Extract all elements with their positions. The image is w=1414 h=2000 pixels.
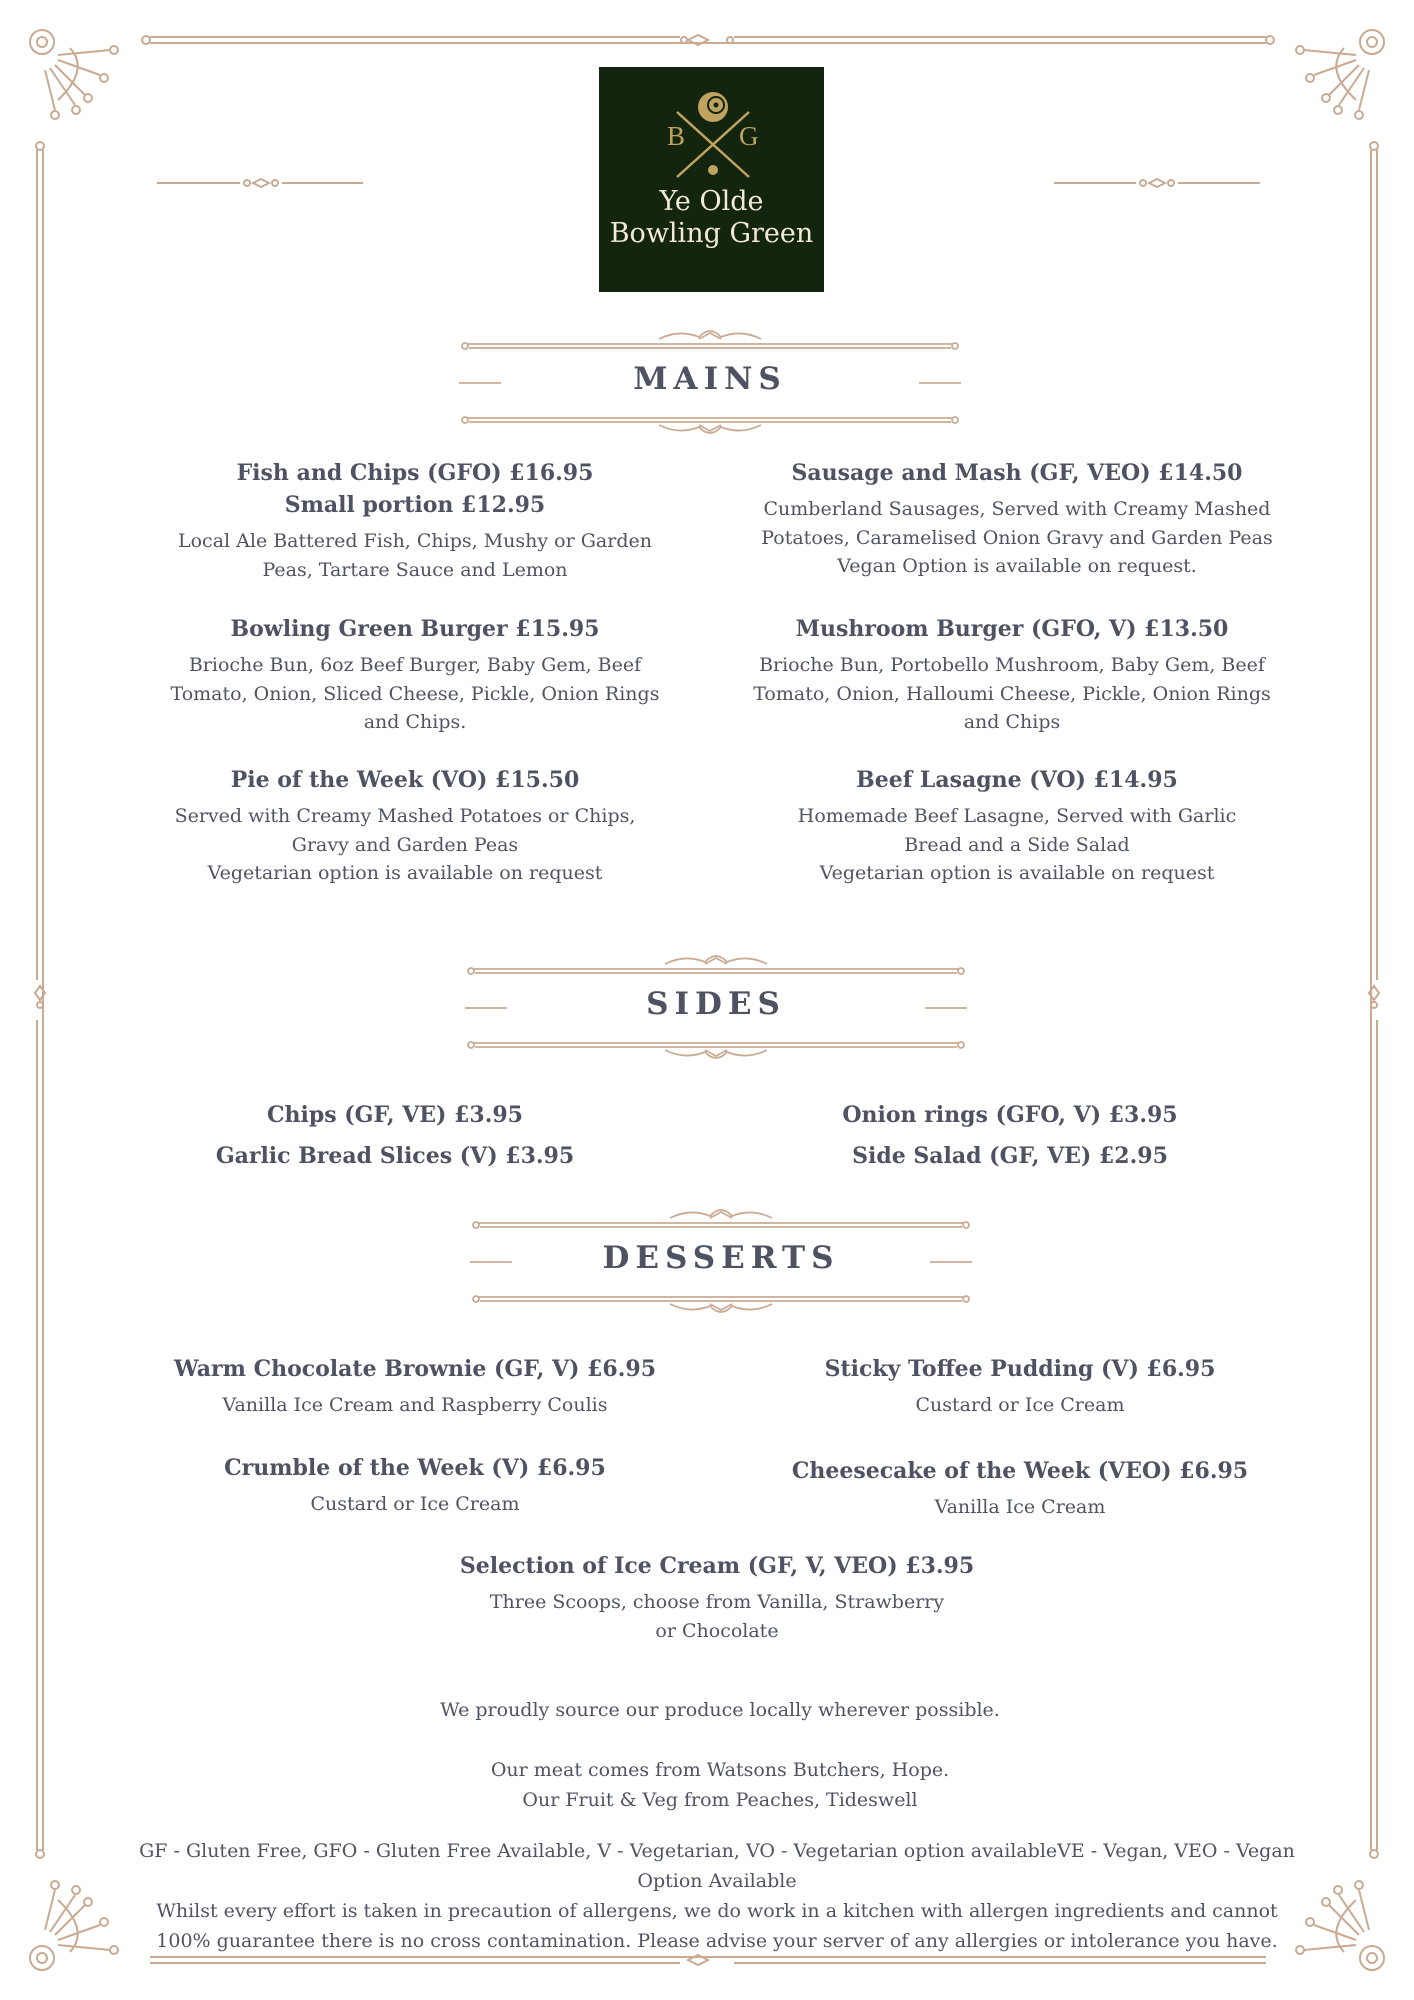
menu-item-crumble-of-the-week: [165, 1452, 665, 1519]
item-description: Vanilla Ice Cream and Raspberry Coulis: [222, 1394, 608, 1416]
logo-letter-b: B: [667, 121, 686, 151]
menu-item-chocolate-brownie: [165, 1353, 665, 1420]
section-title-mains: MAINS: [633, 361, 787, 397]
item-description: Homemade Beef Lasagne, Served with Garlic Bread and a Side Salad: [797, 805, 1237, 856]
item-name: Bowling Green Burger £15.95: [230, 616, 600, 642]
item-note: Vegan Option is available on request.: [837, 555, 1197, 577]
item-note: Vegetarian option is available on request: [819, 862, 1215, 884]
item-name: Fish and Chips (GFO) £16.95: [236, 460, 594, 486]
item-description: Custard or Ice Cream: [310, 1493, 520, 1515]
menu-item-mushroom-burger: [752, 613, 1272, 737]
item-name: Selection of Ice Cream (GF, V, VEO) £3.95: [459, 1553, 975, 1579]
local-produce-note: We proudly source our produce locally wherever possible.: [440, 1699, 1000, 1721]
item-name: Beef Lasagne (VO) £14.95: [856, 767, 1178, 793]
item-name-secondary: Small portion £12.95: [284, 492, 546, 518]
restaurant-logo: [599, 67, 824, 292]
side-item: Garlic Bread Slices (V) £3.95: [215, 1143, 575, 1169]
item-name: Mushroom Burger (GFO, V) £13.50: [795, 616, 1229, 642]
menu-item-pie-of-the-week: [165, 764, 645, 888]
section-title-desserts: DESSERTS: [602, 1240, 840, 1276]
logo-name-line2: Bowling Green: [609, 218, 814, 249]
menu-item-bowling-green-burger: [165, 613, 665, 737]
section-header-mains: [459, 327, 961, 437]
menu-item-sausage-and-mash: [752, 457, 1282, 581]
side-item: Chips (GF, VE) £3.95: [266, 1102, 523, 1128]
item-description: Served with Creamy Mashed Potatoes or Chips, Gravy and Garden Peas: [174, 805, 636, 856]
menu-item-ice-cream-selection: [457, 1550, 977, 1645]
item-description: Brioche Bun, 6oz Beef Burger, Baby Gem, Beef Tomato, Onion, Sliced Cheese, Pickle, Onion Rings and Chips.: [170, 654, 660, 733]
menu-item-cheesecake-of-the-week: [765, 1455, 1275, 1522]
section-title-sides: SIDES: [646, 986, 786, 1022]
item-description: Brioche Bun, Portobello Mushroom, Baby Gem, Beef Tomato, Onion, Halloumi Cheese, Pickle, Onion Rings and Chips: [753, 654, 1271, 733]
meat-supplier-note: Our meat comes from Watsons Butchers, Hope.: [490, 1759, 950, 1781]
section-header-desserts: [470, 1206, 972, 1316]
side-item: Onion rings (GFO, V) £3.95: [842, 1102, 1178, 1128]
side-item: Side Salad (GF, VE) £2.95: [852, 1143, 1168, 1169]
item-name: Sausage and Mash (GF, VEO) £14.50: [791, 460, 1243, 486]
dietary-key: GF - Gluten Free, GFO - Gluten Free Available, V - Vegetarian, VO - Vegetarian option availableVE - Vegan, VEO - Vegan Option Available: [139, 1840, 1295, 1892]
item-description: Three Scoops, choose from Vanilla, Strawberry or Chocolate: [489, 1591, 945, 1642]
item-description: Vanilla Ice Cream: [934, 1496, 1106, 1518]
allergen-notice: Whilst every effort is taken in precaution of allergens, we do work in a kitchen with allergen ingredients and cannot 100% guarantee there is no cross contamination. Please advise your server of any allergies or intolerance you have.: [156, 1900, 1278, 1952]
veg-supplier-note: Our Fruit & Veg from Peaches, Tideswell: [522, 1789, 918, 1811]
item-description: Local Ale Battered Fish, Chips, Mushy or Garden Peas, Tartare Sauce and Lemon: [178, 530, 652, 581]
item-description: Cumberland Sausages, Served with Creamy Mashed Potatoes, Caramelised Onion Gravy and Garden Peas: [761, 498, 1273, 549]
menu-item-sticky-toffee-pudding: [770, 1353, 1270, 1420]
item-name: Sticky Toffee Pudding (V) £6.95: [824, 1356, 1216, 1382]
item-name: Warm Chocolate Brownie (GF, V) £6.95: [173, 1356, 656, 1382]
menu-item-beef-lasagne: [767, 764, 1267, 888]
logo-letter-g: G: [739, 121, 759, 151]
item-name: Pie of the Week (VO) £15.50: [230, 767, 580, 793]
item-note: Vegetarian option is available on request: [207, 862, 603, 884]
menu-item-fish-and-chips: [165, 457, 665, 584]
item-name: Crumble of the Week (V) £6.95: [224, 1455, 606, 1481]
logo-name-line1: Ye Olde: [659, 186, 764, 217]
item-name: Cheesecake of the Week (VEO) £6.95: [791, 1458, 1249, 1484]
item-description: Custard or Ice Cream: [915, 1394, 1125, 1416]
section-header-sides: [465, 952, 967, 1062]
logo-emblem-icon: [599, 67, 824, 292]
